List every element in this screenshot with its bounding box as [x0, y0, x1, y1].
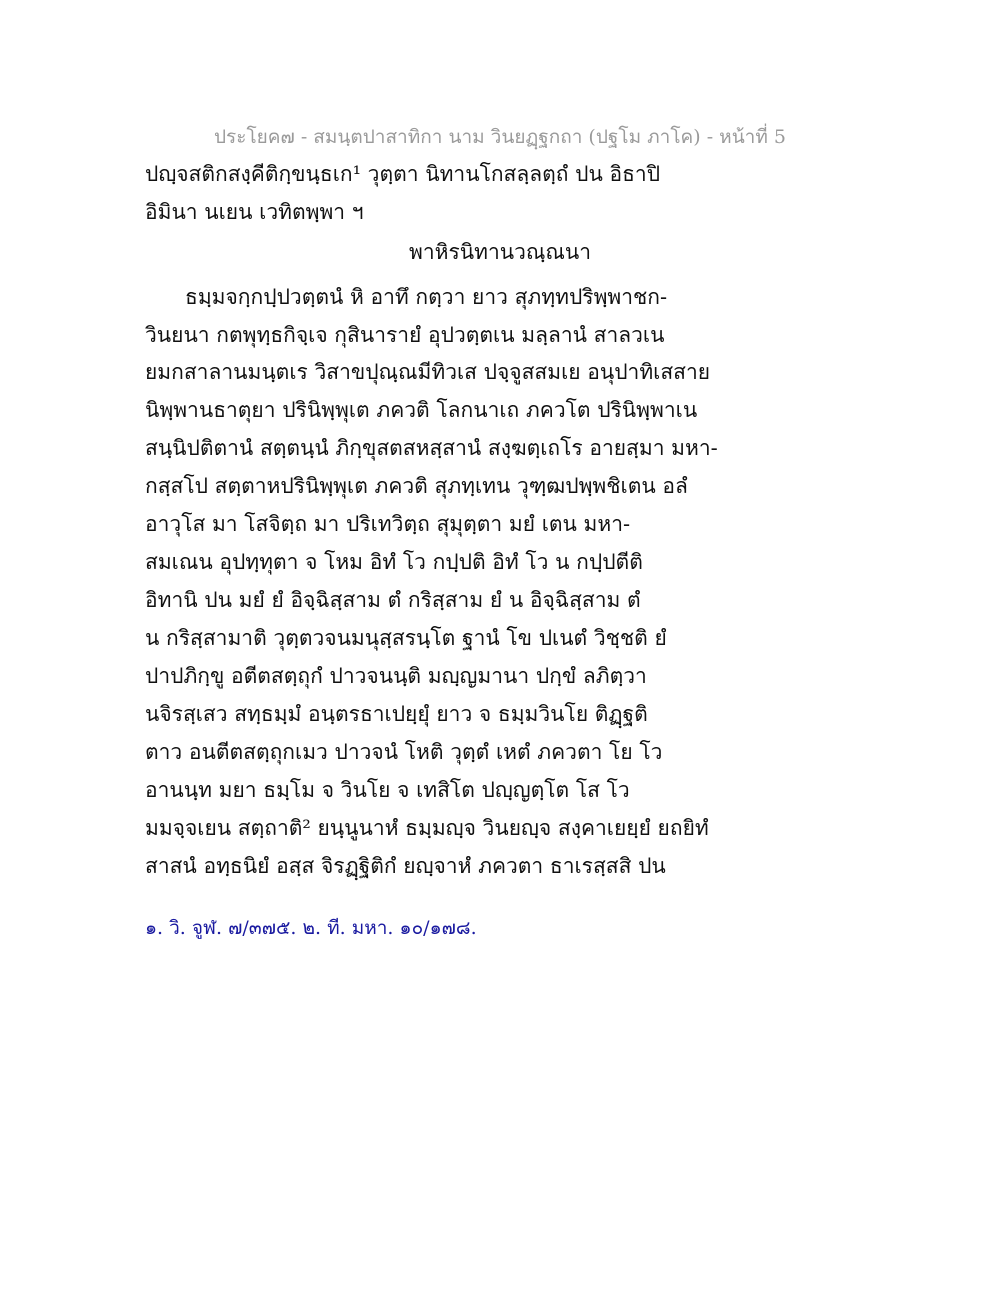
paragraph-line: สมเณน อุปทฺทุตา จ โหม อิทํ โว กปฺปติ อิทํ โว น กปฺปตีติ: [145, 550, 643, 574]
footnote: ๑. วิ. จูฬ. ๗/๓๗๕. ๒. ที. มหา. ๑๐/๑๗๘.: [145, 917, 477, 939]
intro-line: อิมินา นเยน เวทิตพฺพา ฯ: [145, 200, 364, 224]
running-header: [0, 122, 1000, 152]
paragraph-line: วินยนา กตพุทฺธกิจฺเจ กุสินารายํ อุปวตฺตเน มลฺลานํ สาลวเน: [145, 323, 665, 347]
paragraph-line: ธมฺมจกฺกปฺปวตฺตนํ หิ อาทึ กตฺวา ยาว สุภทฺทปริพฺพาชก-: [185, 285, 668, 309]
paragraph-line: อานนฺท มยา ธมฺโม จ วินโย จ เทสิโต ปญฺญตฺโต โส โว: [145, 778, 630, 802]
paragraph-line: นจิรสฺเสว สทฺธมฺมํ อนฺตรธาเปยฺยุํ ยาว จ ธมฺมวินโย ติฏฺฐติ: [145, 702, 648, 726]
paragraph-line: สาสนํ อทฺธนิยํ อสฺส จิรฏฺฐิติกํ ยญฺจาหํ ภควตา ธาเรสฺสสิ ปน: [145, 854, 666, 878]
paragraph-line: สนฺนิปติตานํ สตฺตนฺนํ ภิกฺขุสตสหสฺสานํ สงฺฆตฺเถโร อายสฺมา มหา-: [145, 436, 718, 460]
section-title: [0, 236, 1000, 269]
paragraph-line: อิทานิ ปน มยํ ยํ อิจฺฉิสฺสาม ตํ กริสฺสาม ยํ น อิจฺฉิสฺสาม ตํ: [145, 588, 641, 612]
intro-line: ปญฺจสติกสงฺคีติกฺขนฺธเก¹ วุตฺตา นิทานโกสลฺลตฺถํ ปน อิธาปิ: [145, 162, 661, 186]
paragraph-line: ปาปภิกฺขู อตีตสตฺถุกํ ปาวจนนฺติ มญฺญมานา ปกฺขํ ลภิตฺวา: [145, 664, 647, 688]
paragraph-line: มมจฺจเยน สตฺถาติ² ยนฺนูนาหํ ธมฺมญฺจ วินยญฺจ สงฺคาเยยฺยํ ยถยิทํ: [145, 816, 709, 840]
paragraph-line: น กริสฺสามาติ วุตฺตวจนมนุสฺสรนฺโต ฐานํ โข ปเนตํ วิชฺชติ ยํ: [145, 626, 667, 650]
section-title-text: พาหิรนิทานวณฺณนา: [408, 240, 591, 264]
paragraph-line: ยมกสาลานมนฺตเร วิสาขปุณฺณมีทิวเส ปจฺจูสสมเย อนุปาทิเสสาย: [145, 360, 711, 384]
paragraph-line: อาวุโส มา โสจิตฺถ มา ปริเทวิตฺถ สุมุตฺตา มยํ เตน มหา-: [145, 512, 631, 536]
running-title: ประโยค๗ - สมนฺตปาสาทิกา นาม วินยฏฺฐกถา (ปฐโม ภาโค) - หน้าที่ 5: [213, 126, 787, 148]
paragraph-line: นิพฺพานธาตุยา ปรินิพฺพุเต ภควติ โลกนาเถ ภควโต ปรินิพฺพาเน: [145, 398, 698, 422]
paragraph-line: กสฺสโป สตฺตาหปรินิพฺพุเต ภควติ สุภทฺเทน วุฑฺฒปพฺพชิเตน อลํ: [145, 474, 688, 498]
paragraph-line: ตาว อนตีตสตฺถุกเมว ปาวจนํ โหติ วุตฺตํ เหตํ ภควตา โย โว: [145, 740, 663, 764]
